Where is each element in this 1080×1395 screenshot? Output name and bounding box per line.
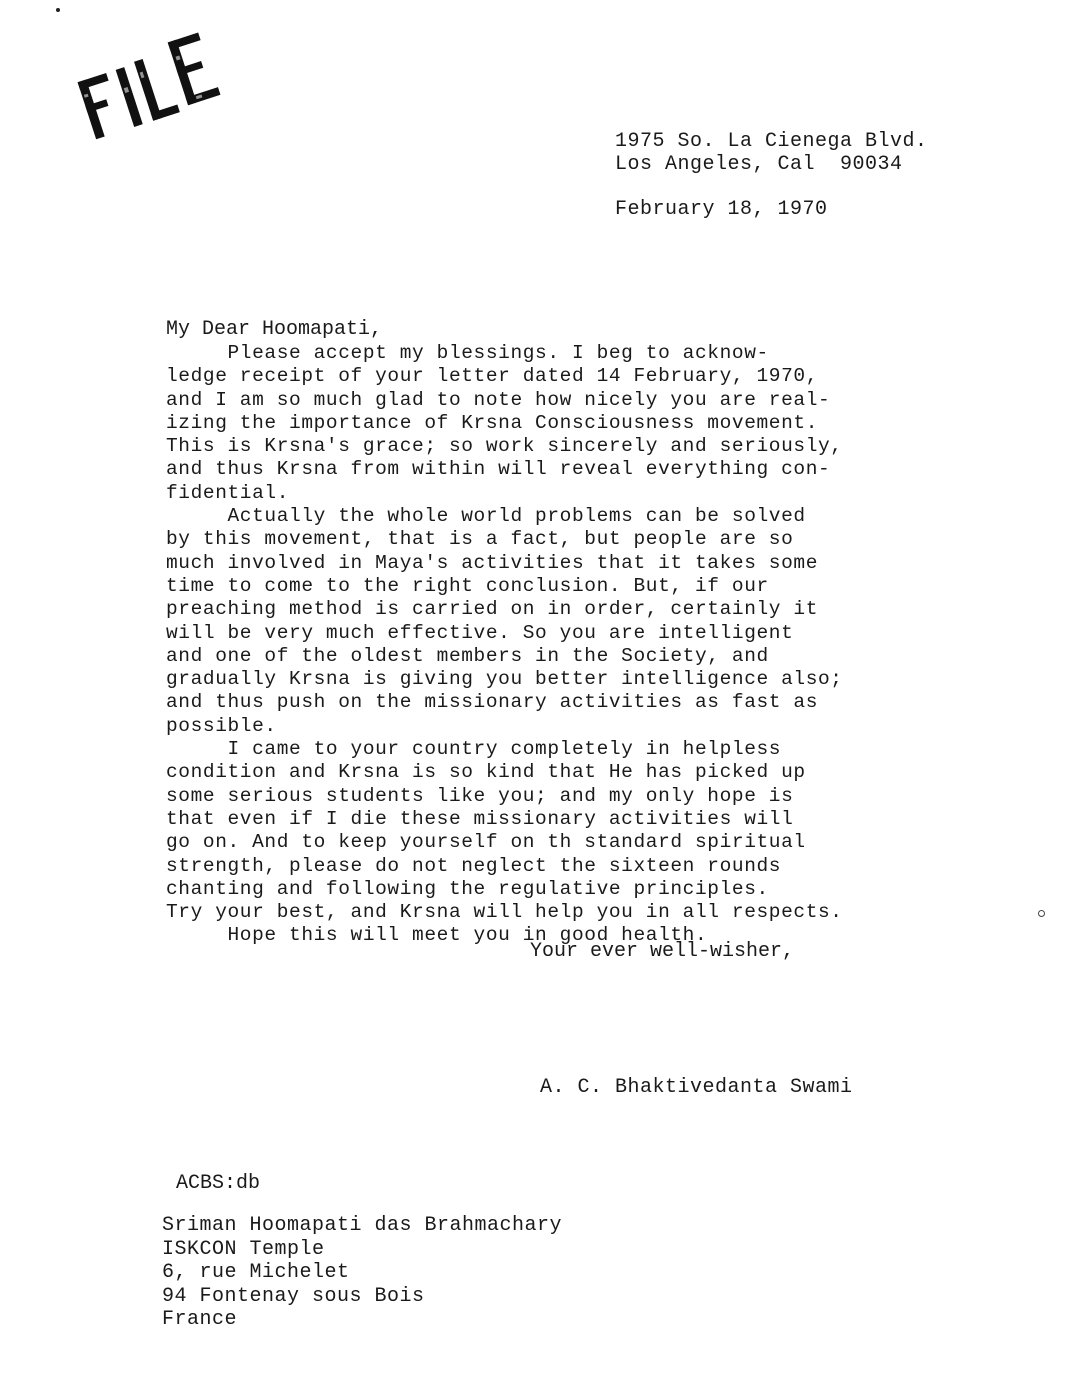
salutation: My Dear Hoomapati, [166, 318, 383, 341]
reference-initials: ACBS:db [176, 1172, 261, 1195]
body-line: and thus Krsna from within will reveal everything con- [166, 458, 831, 481]
body-line: by this movement, that is a fact, but people are so [166, 528, 794, 551]
closing: Your ever well-wisher, [530, 940, 795, 963]
body-line: ledge receipt of your letter dated 14 February, 1970, [166, 365, 819, 388]
body-line: Try your best, and Krsna will help you in all respects. [166, 901, 843, 924]
body-line: chanting and following the regulative principles. [166, 877, 769, 900]
body-line: and one of the oldest members in the Society, and [166, 644, 769, 667]
body-line: Hope this will meet you in good health. [166, 924, 708, 947]
letter-date: February 18, 1970 [615, 198, 828, 221]
body-line: gradually Krsna is giving you better intelligence also; [166, 668, 843, 691]
body-line: preaching method is carried on in order, certainly it [166, 598, 819, 621]
file-stamp [70, 30, 230, 140]
body-line: strength, please do not neglect the sixteen rounds [166, 854, 782, 877]
body-line: fidential. [166, 481, 290, 504]
body-line: much involved in Maya's activities that it takes some [166, 551, 819, 574]
body-line: and thus push on the missionary activities as fast as [166, 691, 819, 714]
body-line: time to come to the right conclusion. But, if our [166, 574, 769, 597]
recipient-line: France [162, 1308, 238, 1331]
recipient-line: Sriman Hoomapati das Brahmachary [162, 1214, 563, 1237]
body-line: and I am so much glad to note how nicely you are real- [166, 388, 831, 411]
body-line: izing the importance of Krsna Consciousness movement. [166, 411, 819, 434]
signature: A. C. Bhaktivedanta Swami [540, 1076, 853, 1099]
recipient-line: ISKCON Temple [162, 1237, 325, 1261]
recipient-address [162, 1214, 562, 1332]
speck-mark [56, 8, 60, 12]
speck-mark [1038, 910, 1045, 917]
body-line: will be very much effective. So you are intelligent [166, 621, 794, 644]
body-line: Actually the whole world problems can be solved [166, 505, 806, 528]
recipient-line: 94 Fontenay sous Bois [162, 1284, 425, 1308]
body-line: condition and Krsna is so kind that He has picked up [166, 761, 806, 784]
sender-address-line-1: 1975 So. La Cienega Blvd. [615, 130, 928, 153]
body-line: that even if I die these missionary activities will [166, 807, 794, 830]
sender-address [615, 130, 928, 176]
body-line: Please accept my blessings. I beg to acknow- [166, 342, 769, 364]
body-line: I came to your country completely in helpless [166, 738, 782, 761]
body-line: some serious students like you; and my only hope is [166, 784, 794, 807]
body-line: possible. [166, 714, 277, 737]
letter-body [166, 342, 946, 948]
body-line: go on. And to keep yourself on th standard spiritual [166, 831, 806, 854]
sender-address-line-2: Los Angeles, Cal 90034 [615, 153, 903, 176]
recipient-line: 6, rue Michelet [162, 1261, 350, 1284]
body-line: This is Krsna's grace; so work sincerely and seriously, [166, 435, 843, 458]
